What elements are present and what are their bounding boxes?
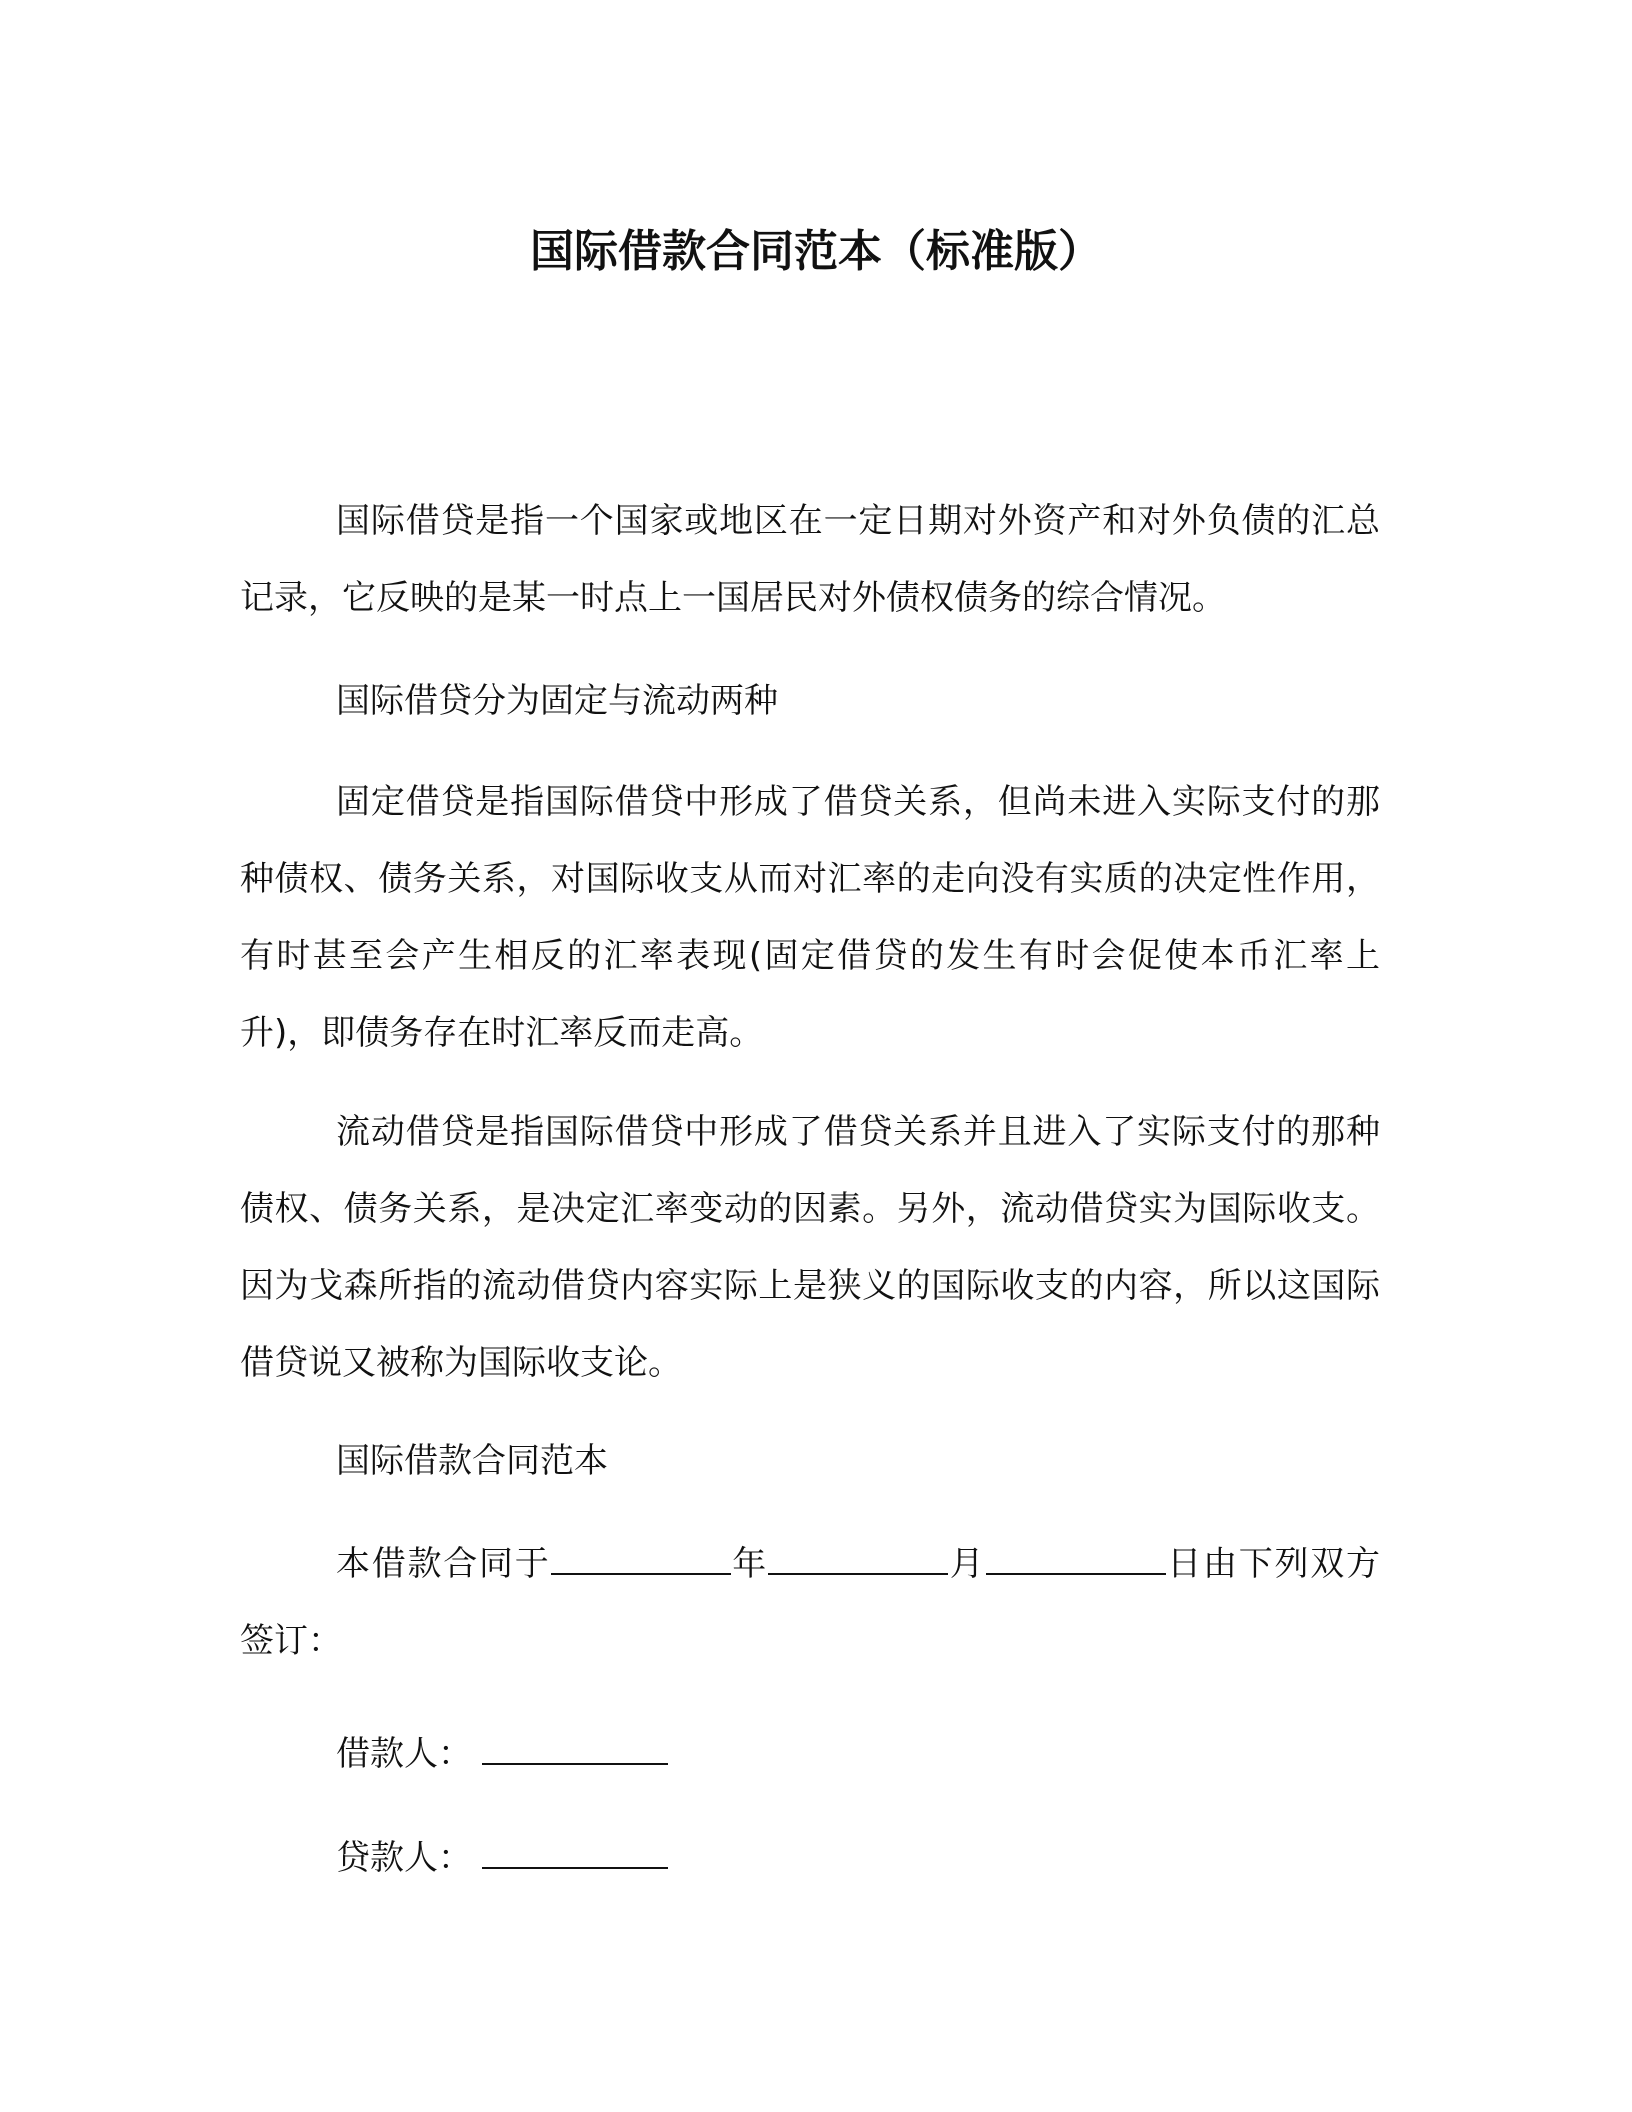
signing-month-label: 月: [948, 1544, 986, 1584]
borrower-blank[interactable]: [482, 1729, 668, 1765]
paragraph-fixed-lending: 固定借贷是指国际借贷中形成了借贷关系，但尚未进入实际支付的那种债权、债务关系，对国际收支从而对汇率的走向没有实质的决定性作用，有时甚至会产生相反的汇率表现(固定借贷的发生有时会促使本币汇率上升)，即债务存在时汇率反而走高。: [240, 782, 1380, 1053]
paragraph-floating-lending: 流动借贷是指国际借贷中形成了借贷关系并且进入了实际支付的那种债权、债务关系，是决定汇率变动的因素。另外，流动借贷实为国际收支。因为戈森所指的流动借贷内容实际上是狭义的国际收支的内容，所以这国际借贷说又被称为国际收支论。: [240, 1112, 1380, 1383]
signing-year-label: 年: [730, 1544, 768, 1584]
document-title: 国际借款合同范本（标准版）: [530, 226, 1102, 277]
paragraph-types: 国际借贷分为固定与流动两种: [336, 681, 778, 721]
paragraph-contract-template-heading: 国际借款合同范本: [336, 1441, 608, 1481]
day-blank[interactable]: [986, 1539, 1166, 1575]
signing-prefix: 本借款合同于: [336, 1544, 551, 1584]
borrower-label: 借款人：: [336, 1734, 472, 1774]
year-blank[interactable]: [551, 1539, 731, 1575]
lender-label: 贷款人：: [336, 1838, 472, 1878]
borrower-line: [240, 1716, 1380, 1793]
paragraph-definition: 国际借贷是指一个国家或地区在一定日期对外资产和对外负债的汇总记录，它反映的是某一时点上一国居民对外债权债务的综合情况。: [240, 501, 1380, 618]
signing-suffix: 日由下列双方签订：: [240, 1544, 1380, 1661]
signing-date-line: [240, 1526, 1380, 1680]
lender-line: [240, 1820, 1380, 1897]
month-blank[interactable]: [768, 1539, 948, 1575]
lender-blank[interactable]: [482, 1833, 668, 1869]
